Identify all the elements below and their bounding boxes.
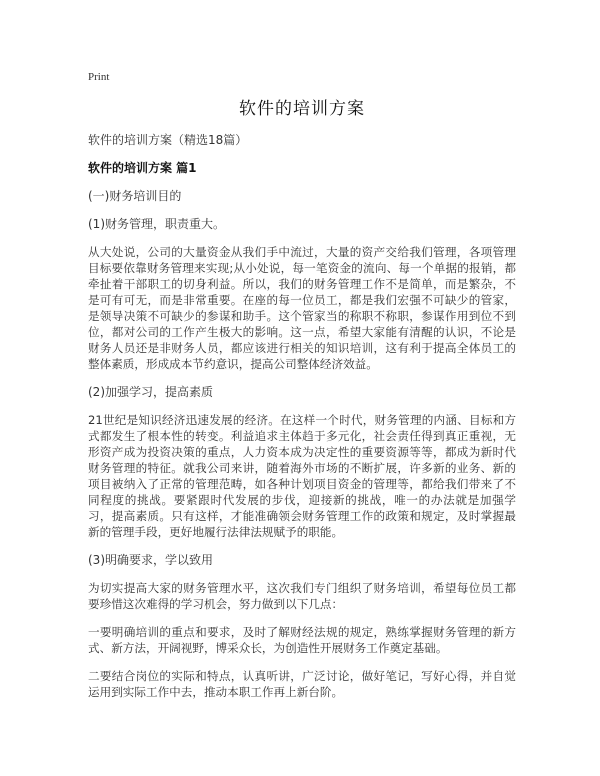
subsection-heading-3: (3)明确要求，学以致用 xyxy=(88,553,213,567)
section-heading-training-purpose: (一)财务培训目的 xyxy=(88,189,182,203)
paragraph: 二要结合岗位的实际和特点，认真听讲，广泛讨论，做好笔记，写好心得，并自觉运用到实际工作中去，推动本职工作再上新台阶。 xyxy=(88,669,516,699)
print-label[interactable]: Print xyxy=(88,71,110,83)
document-page xyxy=(88,70,516,712)
subsection-heading-1: (1)财务管理，职责重大。 xyxy=(88,217,225,231)
paragraph: 从大处说，公司的大量资金从我们手中流过，大量的资产交给我们管理，各项管理目标要依靠财务管理来实现;从小处说，每一笔资金的流向、每一个单据的报销，都牵扯着干部职工的切身利益。所以，我们的财务管理工作不是简单，而是繁杂，不是可有可无，而是非常重要。在座的每一位员工，都是我们宏强不可缺少的管家，是领导决策不可缺少的参谋和助手。这个管家当的称职不称职，参谋作用到位不到位，都对公司的工作产生极大的影响。这一点，希望大家能有清醒的认识，不论是财务人员还是非财务人员，都应该进行相关的知识培训，这有利于提高全体员工的整体素质，形成成本节约意识，提高公司整体经济效益。 xyxy=(88,245,516,371)
subsection-heading-2: (2)加强学习，提高素质 xyxy=(88,385,213,399)
document-subtitle: 软件的培训方案（精选18篇） xyxy=(88,133,248,147)
paragraph: 一要明确培训的重点和要求，及时了解财经法规的规定，熟练掌握财务管理的新方式、新方法，开阔视野，博采众长，为创造性开展财务工作奠定基础。 xyxy=(88,625,516,655)
document-title: 软件的培训方案 xyxy=(239,99,365,119)
paragraph: 为切实提高大家的财务管理水平，这次我们专门组织了财务培训，希望每位员工都要珍惜这次难得的学习机会，努力做到以下几点： xyxy=(88,581,516,611)
paragraph: 21世纪是知识经济迅速发展的经济。在这样一个时代，财务管理的内涵、目标和方式都发生了根本性的转变。利益追求主体趋于多元化，社会责任得到真正重视，无形资产成为投资决策的重点，人力资本成为决定性的重要资源等等，都成为新时代财务管理的特征。就我公司来讲，随着海外市场的不断扩展，许多新的业务、新的项目被纳入了正常的管理范畴，如各种计划项目资金的管理等，都给我们带来了不同程度的挑战。要紧跟时代发展的步伐，迎接新的挑战，唯一的办法就是加强学习，提高素质。只有这样，才能准确领会财务管理工作的政策和规定，及时掌握最新的管理手段，更好地履行法律法规赋予的职能。 xyxy=(88,413,516,539)
article-heading: 软件的培训方案 篇1 xyxy=(88,161,197,175)
